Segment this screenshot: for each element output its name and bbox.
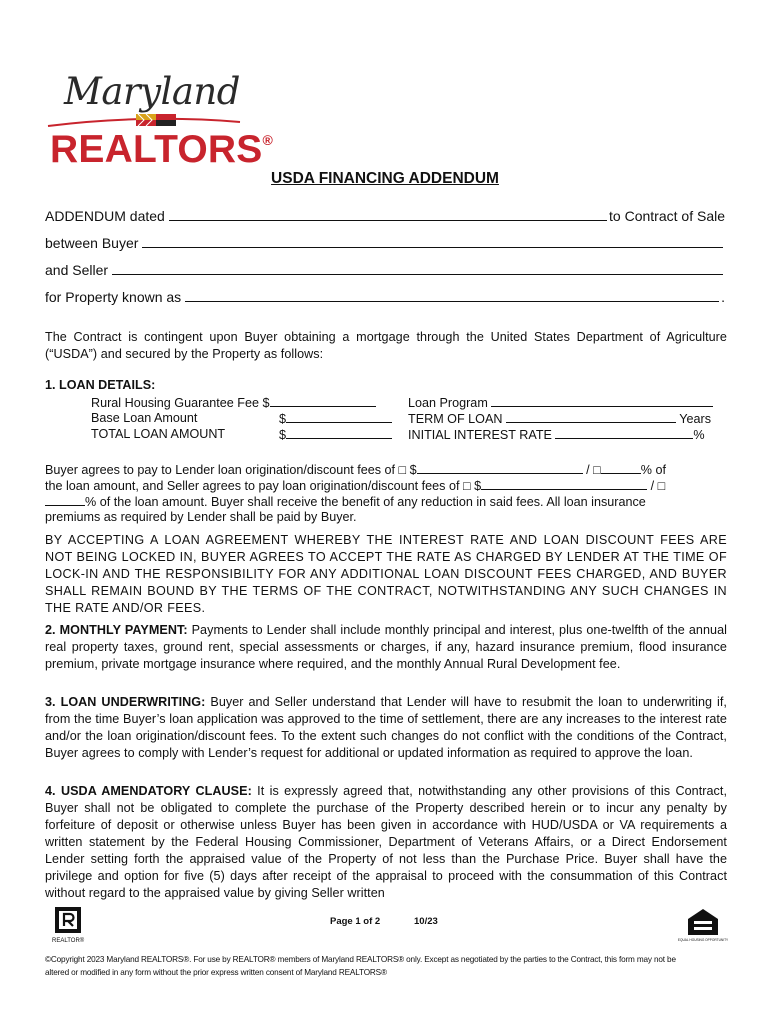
realtor-r-icon — [52, 906, 88, 944]
addendum-dated-field[interactable] — [45, 206, 725, 224]
interest-rate-row — [408, 426, 705, 443]
total-loan-input[interactable] — [286, 426, 392, 439]
buyer-fees-text: Buyer agrees to pay to Lender loan origination/discount fees of □ $ — [45, 463, 417, 477]
currency-symbol: $ — [262, 396, 270, 410]
seller-input[interactable] — [112, 260, 723, 275]
page-title-text: USDA FINANCING ADDENDUM — [271, 170, 499, 187]
loan-program-row — [408, 394, 713, 411]
rural-housing-fee-input[interactable] — [270, 394, 376, 407]
rural-housing-fee-row — [91, 394, 376, 411]
loan-program-label: Loan Program — [408, 396, 488, 410]
term-of-loan-row — [408, 410, 711, 427]
loan-details-heading: 1. LOAN DETAILS: — [45, 378, 156, 392]
copyright-line-2: altered or modified in any form without the prior express written consent of Maryland REALTORS® — [45, 968, 387, 977]
seller-fees-text: the loan amount, and Seller agrees to pay loan origination/discount fees of □ $ — [45, 479, 482, 493]
base-loan-row — [91, 410, 401, 426]
seller-field[interactable] — [45, 260, 725, 278]
term-of-loan-input[interactable] — [506, 410, 676, 423]
monthly-payment-text: Payments to Lender shall include monthly principal and interest, plus one-twelfth of the annual real property taxes, ground rent, special assessments or charges, if any, hazard insurance premium, flood insurance premium, private mortgage insurance where required, and the monthly Annual Rural Development fee. — [45, 623, 727, 671]
maryland-realtors-logo — [44, 70, 274, 171]
seller-fee-amount-input[interactable] — [481, 477, 647, 490]
seller-fee-percent-input[interactable] — [45, 493, 85, 506]
buyer-input[interactable] — [142, 233, 723, 248]
loan-program-input[interactable] — [491, 394, 713, 407]
years-label: Years — [679, 412, 711, 426]
maryland-flag-icon — [136, 114, 176, 126]
percent-label: % — [693, 428, 705, 442]
addendum-date-input[interactable] — [169, 206, 607, 221]
realtor-mark-text: REALTOR® — [52, 938, 85, 944]
fees-benefit-text: % of the loan amount. Buyer shall receive the benefit of any reduction in said fees. All loan insurance — [85, 495, 646, 509]
or-checkbox-text: / □ — [650, 479, 666, 493]
currency-symbol: $ — [279, 412, 287, 426]
buyer-label: between Buyer — [45, 235, 139, 251]
monthly-payment-heading: 2. MONTHLY PAYMENT: — [45, 623, 188, 637]
property-label: for Property known as — [45, 289, 182, 305]
usda-amendatory-heading: 4. USDA AMENDATORY CLAUSE: — [45, 784, 252, 798]
logo-realtors-text: REALTORS — [50, 128, 263, 171]
total-loan-row — [91, 426, 401, 442]
fees-line-1 — [45, 461, 727, 478]
base-loan-label: Base Loan Amount — [91, 411, 198, 425]
eho-text: EQUAL HOUSING OPPORTUNITY — [677, 938, 729, 942]
fees-line-4: premiums as required by Lender shall be paid by Buyer. — [45, 510, 357, 524]
fees-line-2 — [45, 477, 727, 494]
rural-housing-fee-label: Rural Housing Guarantee Fee — [91, 396, 260, 410]
intro-paragraph: The Contract is contingent upon Buyer obtaining a mortgage through the United States Department of Agriculture (“USDA”) and secured by the Property as follows: — [45, 330, 727, 361]
logo-reg-mark: ® — [262, 132, 274, 148]
interest-rate-input[interactable] — [555, 426, 693, 439]
copyright-line-1: ©Copyright 2023 Maryland REALTORS®. For use by REALTOR® members of Maryland REALTORS® only. Except as negotiated by the parties to the Contract, this form may not be — [45, 955, 676, 964]
fees-line-3 — [45, 493, 727, 510]
page-title — [0, 170, 770, 188]
rate-lock-paragraph: BY ACCEPTING A LOAN AGREEMENT WHEREBY THE INTEREST RATE AND LOAN DISCOUNT FEES ARE NOT BEING LOCKED IN, BUYER AGREES TO ACCEPT THE RATE AS CHARGED BY LENDER AT THE TIME OF LOCK-IN AND THE RESPONSIBILITY FOR ANY ADDITIONAL LOAN DISCOUNT FEES CHARGED, AND BUYER SHALL REMAIN BOUND BY THE TERMS OF THE CONTRACT, NOTWITHSTANDING ANY SUCH CHANGES IN THE RATE AND/OR FEES. — [45, 533, 727, 615]
interest-rate-label: INITIAL INTEREST RATE — [408, 428, 552, 442]
equal-housing-icon — [677, 907, 729, 947]
base-loan-input[interactable] — [286, 410, 392, 423]
logo-script-text: Maryland — [64, 70, 240, 113]
buyer-fee-amount-input[interactable] — [417, 461, 583, 474]
buyer-fee-percent-input[interactable] — [601, 461, 641, 474]
buyer-field[interactable] — [45, 233, 725, 251]
usda-amendatory-text: It is expressly agreed that, notwithstanding any other provisions of this Contract, Buyer shall not be obligated to complete the purchase of the Property described herein or to incur any penalty by forfeiture of deposit or otherwise unless Buyer has been given in accordance with HUD/USDA or VA requirements a written statement by the Federal Housing Commissioner, Department of Veterans Affairs, or a Direct Endorsement Lender setting forth the appraised value of the Property of not less than the Purchase Price. Buyer shall have the privilege and option for five (5) days after receipt of the appraisal to proceed with the consummation of this Contract without regard to the appraised value by giving Seller written — [45, 784, 727, 900]
usda-amendatory-section — [45, 783, 727, 902]
property-field[interactable] — [45, 287, 725, 305]
form-version: 10/23 — [414, 916, 438, 927]
copyright-notice — [45, 953, 735, 979]
property-period: . — [721, 289, 725, 305]
term-of-loan-label: TERM OF LOAN — [408, 412, 503, 426]
monthly-payment-section — [45, 622, 727, 673]
total-loan-label: TOTAL LOAN AMOUNT — [91, 427, 226, 441]
loan-underwriting-heading: 3. LOAN UNDERWRITING: — [45, 695, 206, 709]
page-number: Page 1 of 2 — [330, 916, 381, 927]
loan-underwriting-text: Buyer and Seller understand that Lender will have to resubmit the loan to underwriting if, from the time Buyer’s loan application was approved to the time of settlement, there are any increases to the interest rate and/or the loan origination/discount fees. To the extent such changes do not conflict with the conditions of the Contract, Buyer agrees to comply with Lender’s request for additional or updated information as required to approve the loan. — [45, 695, 727, 760]
logo-realtors-wordmark — [50, 128, 273, 172]
addendum-dated-label: ADDENDUM dated — [45, 208, 165, 224]
loan-underwriting-section — [45, 694, 727, 762]
seller-label: and Seller — [45, 262, 109, 278]
or-checkbox-text: / □ — [586, 463, 601, 477]
property-input[interactable] — [185, 287, 719, 302]
percent-of-text: % of — [640, 463, 666, 477]
currency-symbol: $ — [279, 428, 287, 442]
contract-of-sale-label: to Contract of Sale — [609, 208, 725, 224]
